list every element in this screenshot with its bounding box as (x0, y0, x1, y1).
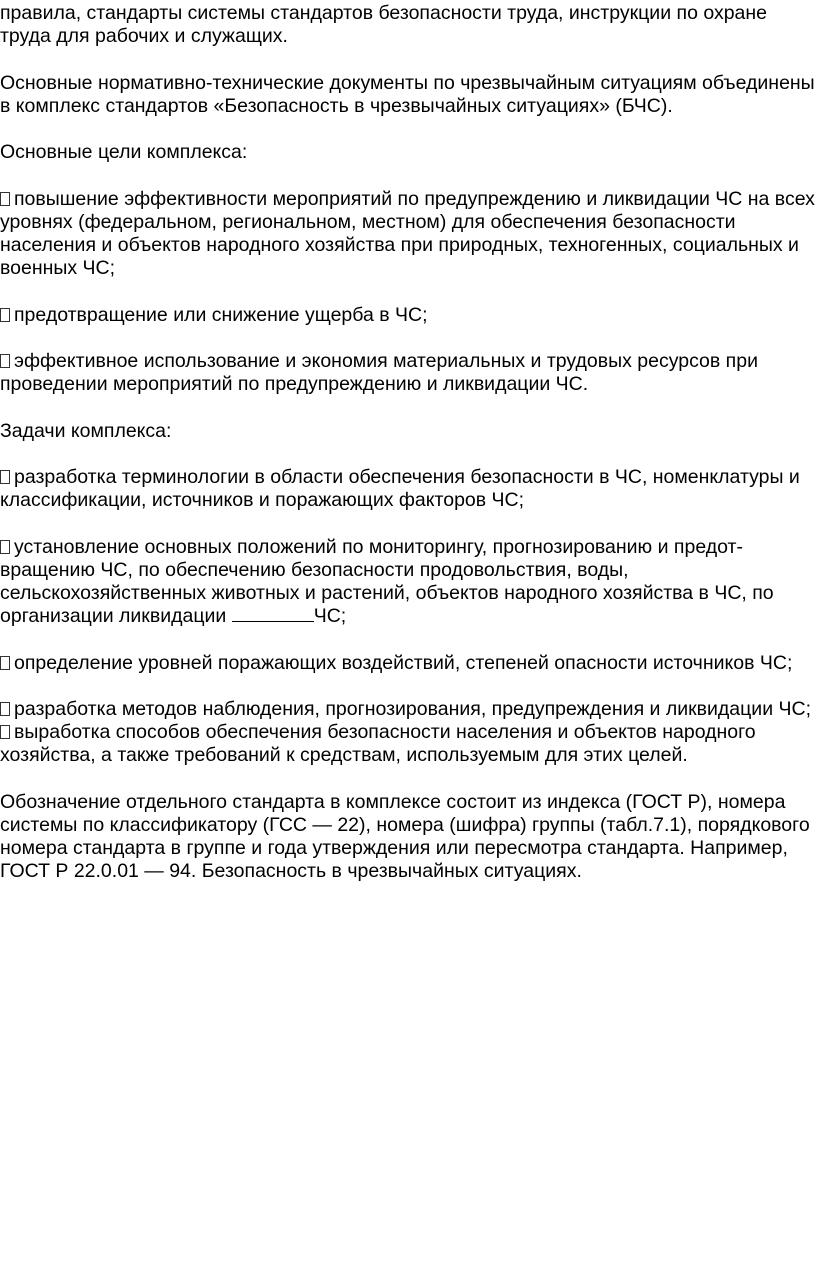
paragraph-designation (0, 791, 816, 884)
missing-glyph-icon (0, 725, 10, 739)
goal-item (0, 188, 816, 281)
task-item (0, 698, 816, 768)
missing-glyph-icon (0, 656, 10, 670)
missing-glyph-icon (0, 540, 10, 554)
goal-item (0, 350, 816, 396)
missing-glyph-icon (0, 470, 10, 484)
paragraph-designation-text: Обозначение отдельного стандарта в комплексе состоит из индекса (ГОСТ Р), номера системы по классификатору (ГСС — 22), номера (шифра) группы (табл.7.1), порядкового номера стандарта в группе и года утверждения или пересмотра стандарта. Например, ГОСТ Р 22.0.01 — 94. Безопасность в чрезвычайных ситуациях. (0, 790, 810, 883)
paragraph-intro-text: правила, стандарты системы стандартов безопасности труда, инструкции по охране труда для рабочих и служащих. (0, 2, 768, 48)
task-item-tail: ЧС; (313, 605, 347, 628)
task-item (0, 466, 816, 512)
task-item-text: разработка терминологии в области обеспечения безопасности в ЧС, номенклатуры и классификации, источников и поражающих факторов ЧС; (0, 465, 800, 512)
missing-glyph-icon (0, 192, 10, 206)
tasks-heading-text: Задачи комплекса: (0, 419, 172, 442)
task-item-text: разработка методов наблюдения, прогнозирования, предупреждения и ликвидации ЧС; (14, 697, 811, 720)
task-item-text: установление основных положений по мониторингу, прогнозированию и предот-вращению ЧС, по обеспечению безопасности продовольствия, воды, сельскохозяйственных животных и растений, объектов народного хозяйства в ЧС, по организации ликвидации (0, 535, 774, 628)
goal-item-text: эффективное использование и экономия материальных и трудовых ресурсов при проведении мероприятий по предупреждению и ликвидации ЧС. (0, 349, 758, 396)
missing-glyph-icon (0, 354, 10, 368)
goal-item (0, 304, 816, 327)
paragraph-intro (0, 2, 816, 48)
goal-item-text: предотвращение или снижение ущерба в ЧС; (14, 303, 428, 326)
task-item-text: определение уровней поражающих воздействий, степеней опасности источников ЧС; (14, 651, 793, 674)
task-item-text: выработка способов обеспечения безопасности населения и объектов народного хозяйства, а также требований к средствам, используемым для этих целей. (0, 721, 756, 767)
task-item (0, 652, 816, 675)
tasks-heading (0, 420, 816, 443)
goals-heading (0, 141, 816, 164)
missing-glyph-icon (0, 702, 10, 716)
paragraph-complex (0, 72, 816, 118)
goal-item-text: повышение эффективности мероприятий по предупреждению и ликвидации ЧС на всех уровнях (федеральном, региональном, местном) для обеспечения безопасности населения и объектов народного хозяйства при природных, техногенных, социальных и военных ЧС; (0, 187, 815, 280)
blank-line (232, 607, 314, 622)
task-item (0, 536, 816, 629)
paragraph-complex-text: Основные нормативно-технические документы по чрезвычайным ситуациям объединены в комплекс стандартов «Безопасность в чрезвычайных ситуациях» (БЧС). (0, 71, 815, 117)
goals-heading-text: Основные цели комплекса: (0, 141, 248, 164)
missing-glyph-icon (0, 308, 10, 322)
